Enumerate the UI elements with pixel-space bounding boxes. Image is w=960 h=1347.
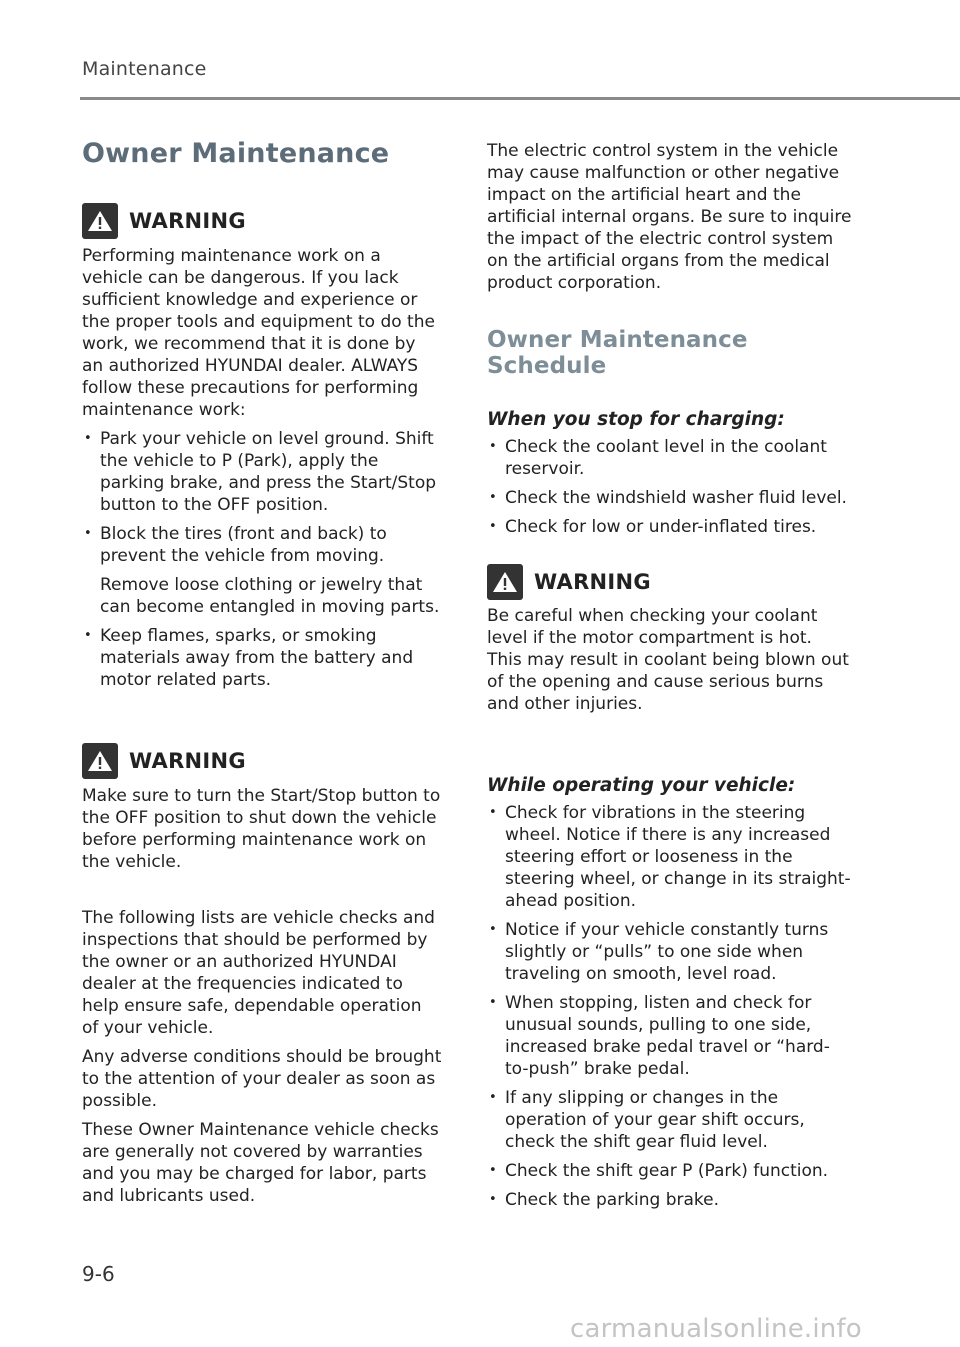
list-item: • Check for vibrations in the steering wheel. Notice if there is any increased steering effort or looseness in the steering wheel, or change in its straight-ahead position. bbox=[487, 802, 852, 912]
body-paragraph: Any adverse conditions should be brought to the attention of your dealer as soon as possible. bbox=[82, 1047, 442, 1111]
list-item: • Park your vehicle on level ground. Shift the vehicle to P (Park), apply the parking brake, and press the Start/Stop button to the OFF position. bbox=[82, 428, 442, 516]
left-column bbox=[82, 130, 442, 1207]
warning-header bbox=[487, 564, 852, 600]
warning-label: WARNING bbox=[129, 209, 246, 233]
list-item: • When stopping, listen and check for unusual sounds, pulling to one side, increased brake pedal travel or “hard-to-push” brake pedal. bbox=[487, 992, 852, 1080]
precaution-note: Remove loose clothing or jewelry that can become entangled in moving parts. bbox=[100, 575, 440, 617]
warning-label: WARNING bbox=[129, 749, 246, 773]
charging-heading: When you stop for charging: bbox=[487, 409, 785, 430]
charging-checklist bbox=[487, 436, 852, 538]
watermark: carmanualsonline.info bbox=[570, 1314, 862, 1344]
list-item: • Check the windshield washer fluid level. bbox=[487, 487, 852, 509]
list-item: • Check the parking brake. bbox=[487, 1189, 852, 1211]
warning-triangle-icon bbox=[82, 203, 118, 239]
header-divider bbox=[80, 97, 960, 100]
page-title: Owner Maintenance bbox=[82, 138, 390, 169]
list-item: • Check the shift gear P (Park) function. bbox=[487, 1160, 852, 1182]
precaution-list-continued bbox=[82, 625, 442, 691]
precaution-list bbox=[82, 428, 442, 567]
warning-header bbox=[82, 743, 442, 779]
warning-text: Performing maintenance work on a vehicle can be dangerous. If you lack sufficient knowledge and experience or the proper tools and equipment to do the work, we recommend that it is done by an authorized HYUNDAI dealer. ALWAYS follow these precautions for performing maintenance work: bbox=[82, 246, 435, 420]
list-item: • Check the coolant level in the coolant reservoir. bbox=[487, 436, 852, 480]
page-number: 9-6 bbox=[82, 1262, 115, 1286]
body-paragraph: These Owner Maintenance vehicle checks are generally not covered by warranties and you may be charged for labor, parts and lubricants used. bbox=[82, 1120, 439, 1206]
list-item: • Block the tires (front and back) to prevent the vehicle from moving. bbox=[82, 523, 442, 567]
schedule-heading: Owner Maintenance Schedule bbox=[487, 327, 748, 379]
body-paragraph: The following lists are vehicle checks and inspections that should be performed by the owner or an authorized HYUNDAI dealer at the frequencies indicated to help ensure safe, dependable operation of your vehicle. bbox=[82, 908, 435, 1038]
warning-triangle-icon bbox=[487, 564, 523, 600]
warning-text: Be careful when checking your coolant level if the motor compartment is hot. This may result in coolant being blown out of the opening and cause serious burns and other injuries. bbox=[487, 606, 849, 714]
right-column bbox=[487, 140, 852, 1211]
operating-heading: While operating your vehicle: bbox=[487, 775, 796, 796]
list-item: • Check for low or under-inflated tires. bbox=[487, 516, 852, 538]
section-title: Maintenance bbox=[82, 58, 207, 80]
list-item: • Keep flames, sparks, or smoking materials away from the battery and motor related parts. bbox=[82, 625, 442, 691]
warning-text: Make sure to turn the Start/Stop button to the OFF position to shut down the vehicle before performing maintenance work on the vehicle. bbox=[82, 786, 441, 872]
intro-paragraph: The electric control system in the vehicle may cause malfunction or other negative impact on the artificial heart and the artificial internal organs. Be sure to inquire the impact of the electric control system on the artificial organs from the medical product corporation. bbox=[487, 141, 852, 293]
warning-label: WARNING bbox=[534, 570, 651, 594]
warning-header bbox=[82, 203, 442, 239]
operating-checklist bbox=[487, 802, 852, 1211]
warning-triangle-icon bbox=[82, 743, 118, 779]
list-item: • If any slipping or changes in the operation of your gear shift occurs, check the shift gear fluid level. bbox=[487, 1087, 852, 1153]
list-item: • Notice if your vehicle constantly turns slightly or “pulls” to one side when traveling on smooth, level road. bbox=[487, 919, 852, 985]
